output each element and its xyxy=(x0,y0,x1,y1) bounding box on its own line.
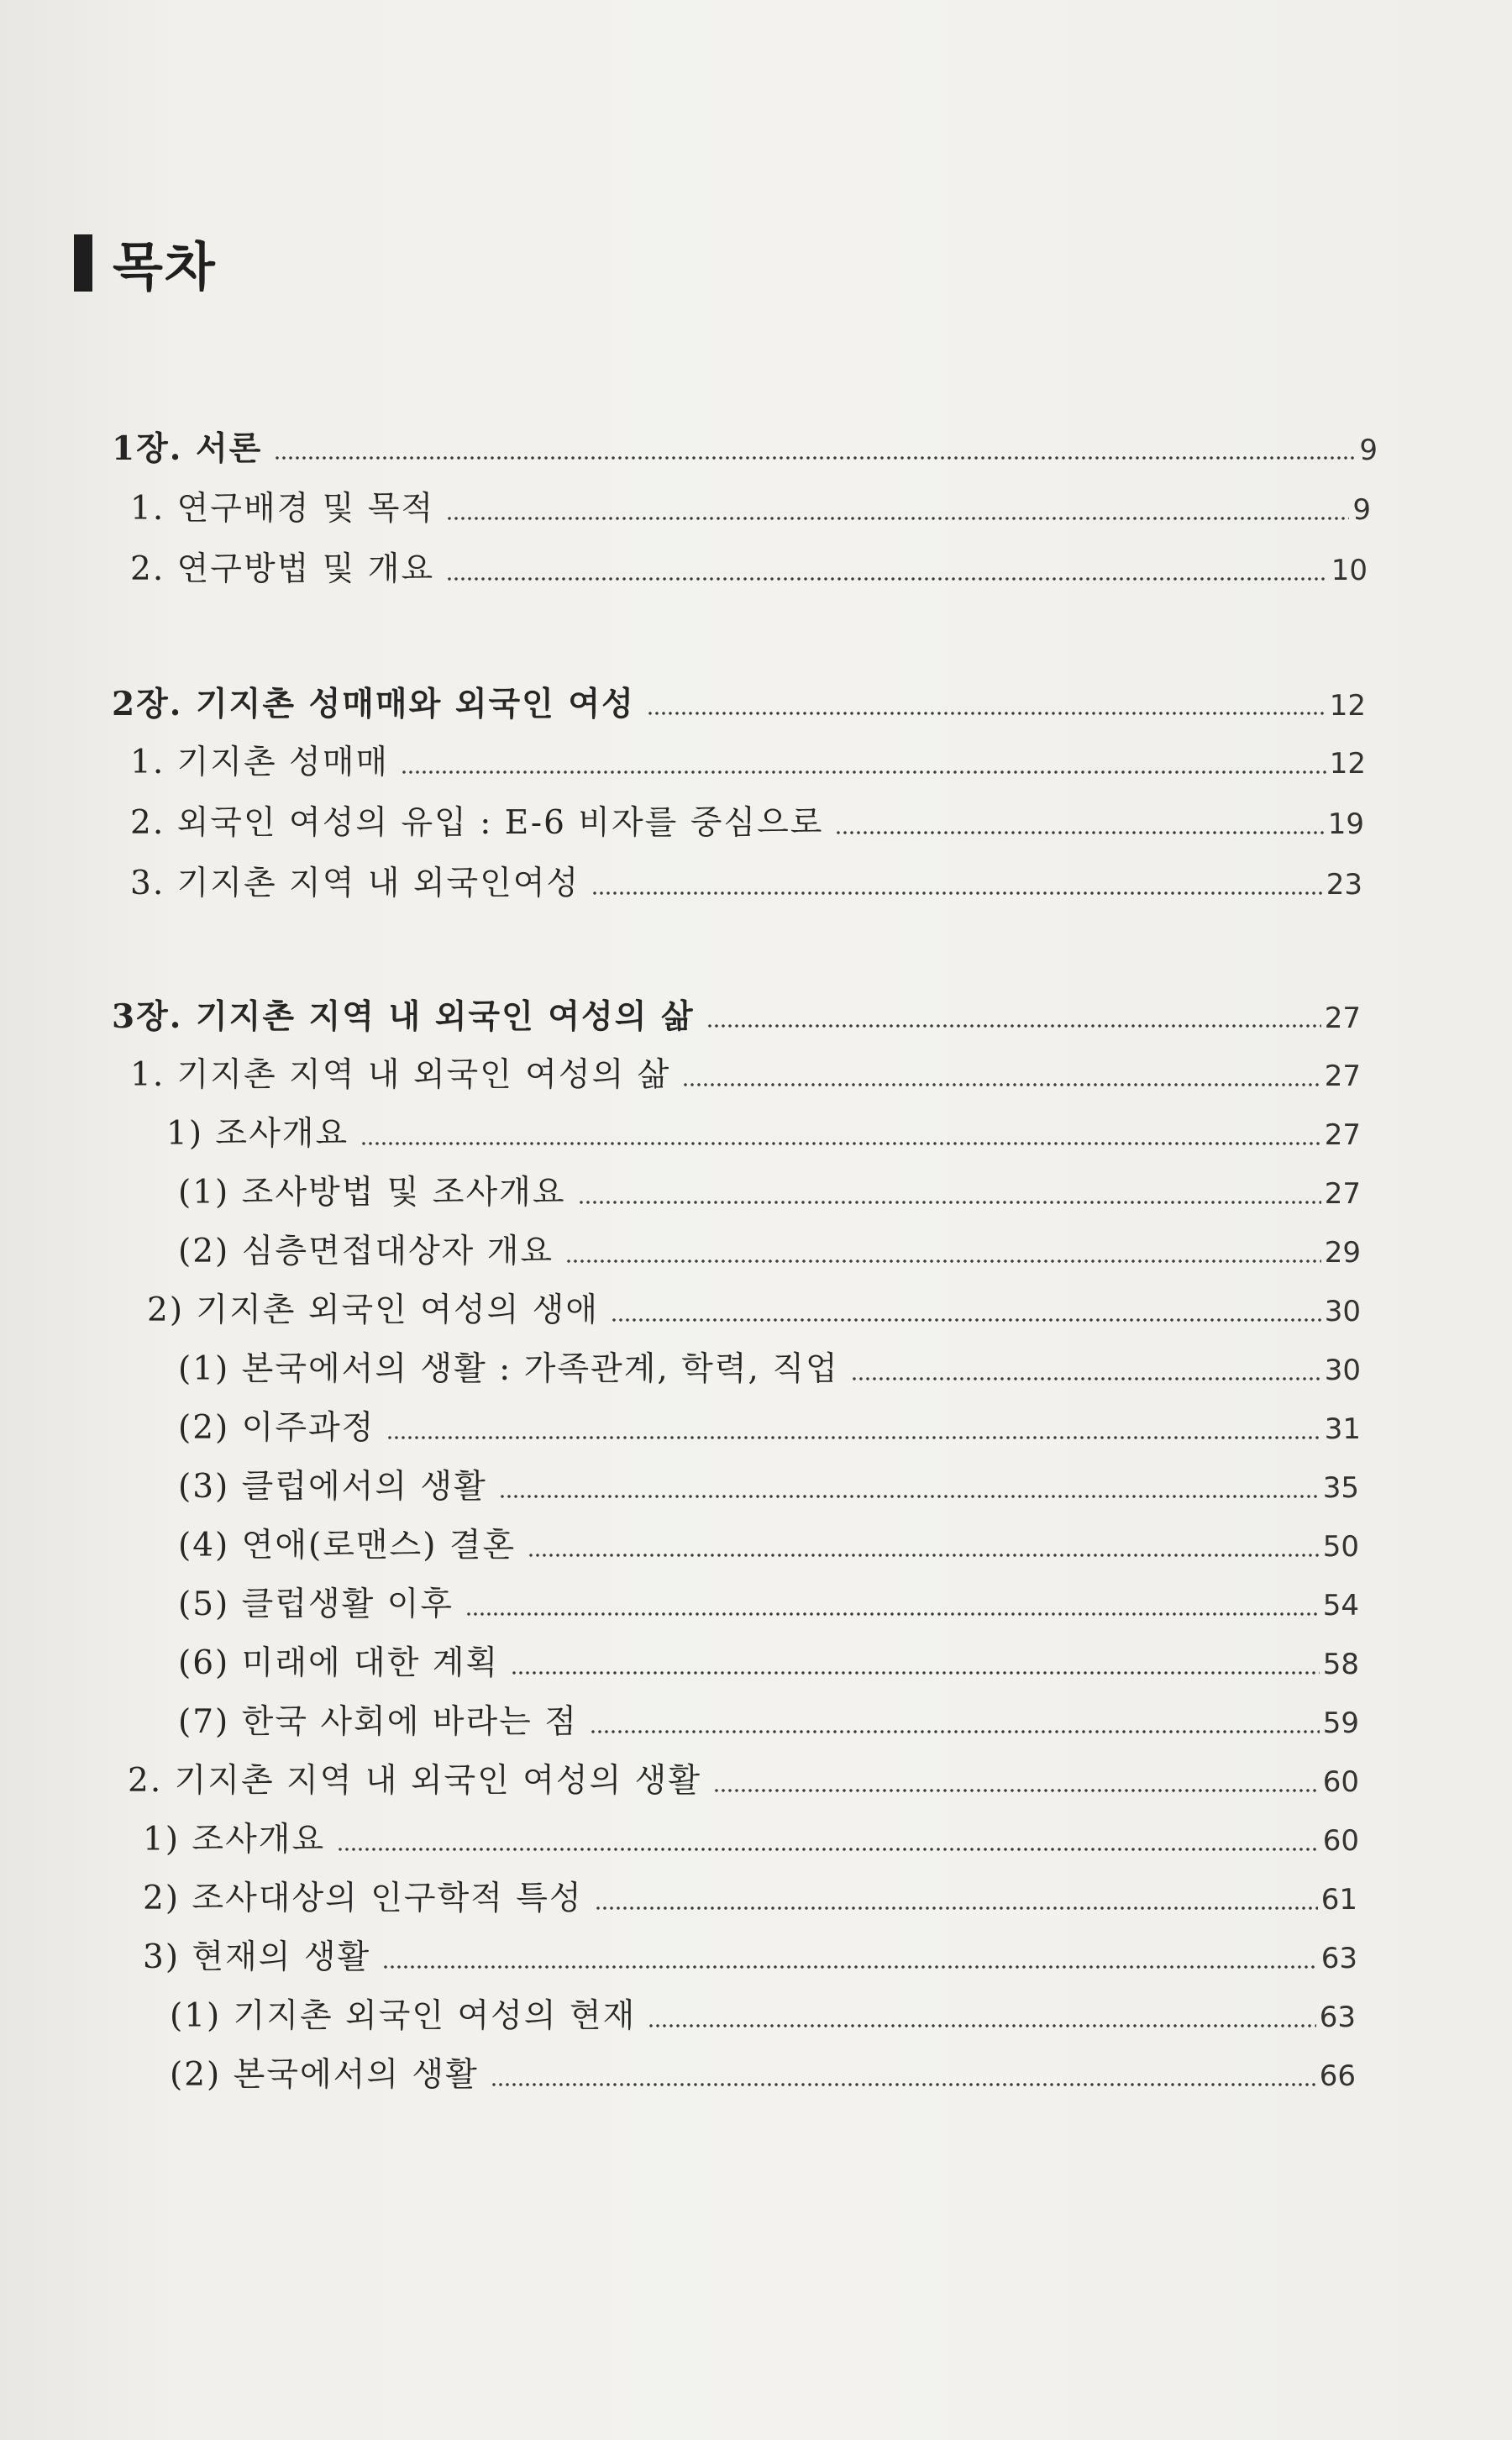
toc-entry[interactable] xyxy=(130,1049,1361,1102)
toc-entry-label: (1) 조사방법 및 조사개요 xyxy=(178,1174,566,1212)
toc-entry[interactable] xyxy=(170,2048,1356,2102)
toc-entry[interactable] xyxy=(178,1401,1361,1455)
toc-entry-label: (2) 이주과정 xyxy=(178,1409,375,1447)
toc-entry-page: 66 xyxy=(1319,2059,1356,2093)
leader-dots xyxy=(682,1081,1320,1089)
toc-entry-label: (5) 클럽생활 이후 xyxy=(178,1585,454,1623)
page-title: 목차 xyxy=(113,236,217,297)
leader-dots xyxy=(590,1727,1320,1736)
toc-entry-page: 10 xyxy=(1331,554,1368,587)
toc-entry-label: (7) 한국 사회에 바라는 점 xyxy=(178,1703,578,1741)
toc-entry-label: (4) 연애(로맨스) 결혼 xyxy=(178,1527,517,1564)
toc-entry-page: 12 xyxy=(1329,747,1366,781)
toc-entry[interactable] xyxy=(178,1519,1359,1573)
toc-entry-page: 27 xyxy=(1324,1060,1361,1093)
toc-entry[interactable] xyxy=(147,1284,1361,1338)
toc-entry[interactable] xyxy=(178,1166,1361,1220)
toc-entry-page: 12 xyxy=(1329,689,1366,723)
toc-entry-page: 19 xyxy=(1327,807,1364,841)
toc-entry-page: 50 xyxy=(1322,1530,1359,1564)
toc-entry-label: (2) 심층면접대상자 개요 xyxy=(178,1233,554,1270)
toc-entry[interactable] xyxy=(178,1637,1359,1691)
toc-entry-page: 9 xyxy=(1352,493,1371,527)
toc-entry-label: (3) 클럽에서의 생활 xyxy=(178,1468,487,1506)
toc-entry[interactable] xyxy=(178,1225,1361,1279)
toc-entry-page: 58 xyxy=(1322,1648,1359,1681)
toc-entry-label: 2. 외국인 여성의 유입 : E-6 비자를 중심으로 xyxy=(130,804,824,842)
leader-dots xyxy=(591,889,1323,897)
toc-entry-page: 60 xyxy=(1322,1824,1359,1858)
toc-entry-page: 23 xyxy=(1326,868,1362,902)
toc-entry[interactable] xyxy=(130,736,1366,790)
toc-entry-page: 30 xyxy=(1324,1295,1361,1328)
toc-entry[interactable] xyxy=(170,1990,1356,2043)
toc-entry-page: 54 xyxy=(1322,1589,1359,1622)
toc-entry[interactable] xyxy=(143,1931,1357,1985)
toc-entry[interactable] xyxy=(143,1872,1357,1926)
toc-entry[interactable] xyxy=(178,1343,1361,1396)
leader-dots xyxy=(648,2022,1315,2030)
toc-entry-label: 2. 기지촌 지역 내 외국인 여성의 생활 xyxy=(128,1762,702,1800)
leader-dots xyxy=(511,1669,1320,1677)
leader-dots xyxy=(360,1139,1321,1148)
toc-entry[interactable] xyxy=(130,482,1371,536)
toc-entry-label: 1. 연구배경 및 목적 xyxy=(130,490,435,528)
toc-entry-label: (1) 기지촌 외국인 여성의 현재 xyxy=(170,1997,637,2035)
toc-entry[interactable] xyxy=(166,1107,1361,1161)
toc-entry-label: 2) 조사대상의 인구학적 특성 xyxy=(143,1880,583,1917)
toc-entry-label: (2) 본국에서의 생활 xyxy=(170,2056,479,2094)
leader-dots xyxy=(713,1786,1320,1795)
leader-dots xyxy=(446,575,1328,583)
toc-entry-page: 60 xyxy=(1322,1765,1359,1799)
toc-entry-label: 3. 기지촌 지역 내 외국인여성 xyxy=(130,865,580,902)
toc-entry-page: 9 xyxy=(1359,434,1378,467)
toc-entry-label: 1) 조사개요 xyxy=(166,1115,349,1153)
toc-entry-page: 63 xyxy=(1320,1942,1357,1975)
leader-dots xyxy=(578,1198,1321,1207)
toc-entry-label: 2) 기지촌 외국인 여성의 생애 xyxy=(147,1291,600,1329)
toc-entry[interactable] xyxy=(130,543,1368,597)
leader-dots xyxy=(465,1610,1320,1618)
leader-dots xyxy=(595,1904,1318,1912)
leader-dots xyxy=(499,1492,1320,1501)
leader-dots xyxy=(386,1433,1320,1442)
toc-entry[interactable] xyxy=(130,797,1364,850)
leader-dots xyxy=(851,1375,1321,1383)
leader-dots xyxy=(611,1316,1321,1324)
toc-entry-page: 29 xyxy=(1324,1236,1361,1270)
toc-entry[interactable] xyxy=(178,1460,1359,1514)
leader-dots xyxy=(382,1963,1318,1971)
toc-entry[interactable] xyxy=(112,422,1378,476)
toc-entry[interactable] xyxy=(112,990,1361,1044)
toc-entry-page: 27 xyxy=(1324,1177,1361,1211)
toc-entry-label: (6) 미래에 대한 계획 xyxy=(178,1644,500,1682)
toc-entry-label: 2장. 기지촌 성매매와 외국인 여성 xyxy=(112,685,635,723)
toc-entry[interactable] xyxy=(178,1696,1359,1749)
toc-entry-page: 27 xyxy=(1324,1002,1361,1035)
toc-entry[interactable] xyxy=(130,857,1362,911)
toc-entry-page: 30 xyxy=(1324,1354,1361,1387)
leader-dots xyxy=(528,1551,1320,1559)
leader-dots xyxy=(706,1022,1321,1030)
toc-entry-page: 27 xyxy=(1324,1118,1361,1152)
toc-header xyxy=(74,225,217,300)
toc-entry-label: 1) 조사개요 xyxy=(143,1821,326,1859)
toc-entry[interactable] xyxy=(143,1813,1359,1867)
title-marker-bar xyxy=(74,234,92,292)
leader-dots xyxy=(274,454,1356,462)
leader-dots xyxy=(491,2080,1316,2089)
toc-entry-label: 3장. 기지촌 지역 내 외국인 여성의 삶 xyxy=(112,997,695,1036)
leader-dots xyxy=(446,514,1349,523)
leader-dots xyxy=(337,1845,1320,1854)
toc-entry-label: 1장. 서론 xyxy=(112,429,263,468)
toc-entry[interactable] xyxy=(112,677,1366,731)
toc-entry-label: 3) 현재의 생활 xyxy=(143,1938,371,1976)
toc-entry-label: (1) 본국에서의 생활 : 가족관계, 학력, 직업 xyxy=(178,1350,839,1388)
leader-dots xyxy=(401,768,1326,776)
leader-dots xyxy=(565,1257,1321,1265)
toc-entry-page: 35 xyxy=(1322,1471,1359,1505)
toc-entry[interactable] xyxy=(178,1578,1359,1632)
toc-entry-page: 59 xyxy=(1322,1706,1359,1740)
toc-entry[interactable] xyxy=(128,1754,1359,1808)
toc-entry-label: 1. 기지촌 성매매 xyxy=(130,744,390,781)
toc-entry-page: 63 xyxy=(1319,2001,1356,2034)
toc-entry-page: 61 xyxy=(1320,1883,1357,1917)
toc-entry-page: 31 xyxy=(1324,1412,1361,1446)
leader-dots xyxy=(835,828,1324,837)
leader-dots xyxy=(647,709,1326,718)
toc-entry-label: 1. 기지촌 지역 내 외국인 여성의 삶 xyxy=(130,1056,671,1094)
toc-entry-label: 2. 연구방법 및 개요 xyxy=(130,550,435,588)
